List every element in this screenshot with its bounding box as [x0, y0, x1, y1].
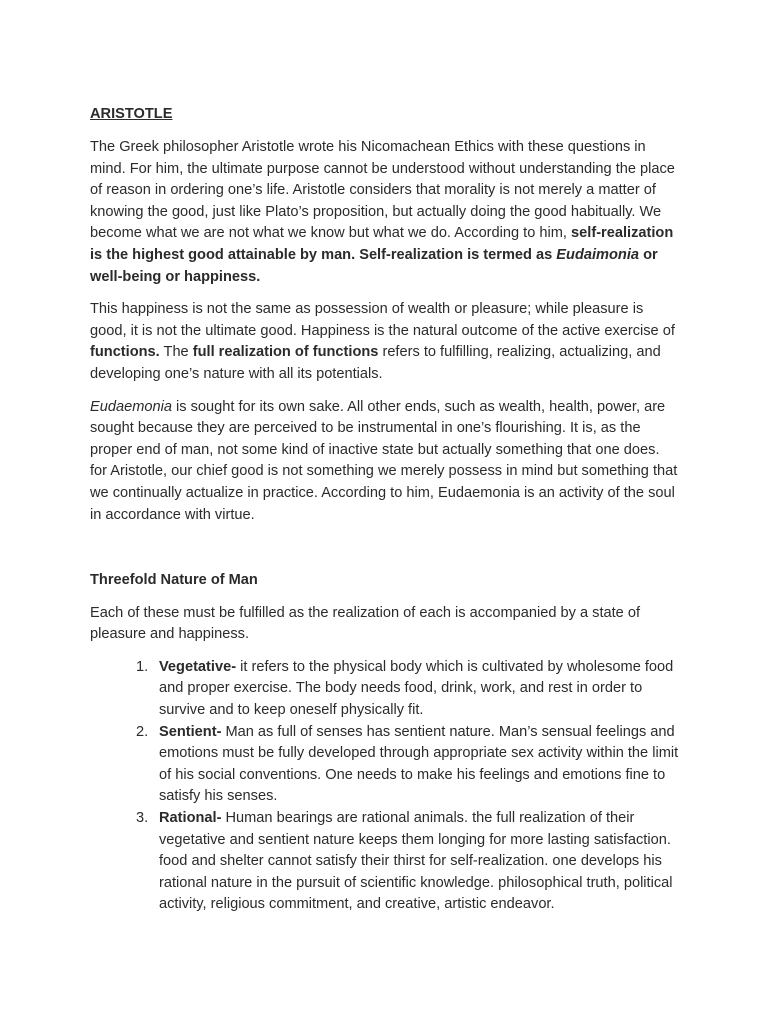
paragraph-2	[90, 299, 680, 385]
paragraph-2-text-a: This happiness is not the same as possession of wealth or pleasure; while pleasure is good, it is not the ultimate good. Happiness is the natural outcome of the active exercise of	[90, 301, 675, 339]
paragraph-2-bold-a: functions.	[90, 344, 160, 361]
list-item	[90, 657, 680, 722]
list-item-number: 3.	[136, 810, 149, 827]
list-item	[90, 808, 680, 916]
list-item-text: it refers to the physical body which is cultivated by wholesome food and proper exercise. The body needs food, drink, work, and rest in order to survive and to keep oneself physically fit.	[159, 658, 674, 719]
list-item	[90, 722, 680, 808]
nature-list	[90, 657, 680, 916]
paragraph-1-bold-italic-wrap	[556, 247, 639, 263]
list-item-term: Sentient-	[159, 723, 222, 740]
list-item-term: Vegetative-	[159, 658, 237, 675]
paragraph-2-text-c: refers to fulfilling, realizing, actualizing, and developing one’s nature with all its potentials.	[90, 344, 661, 382]
paragraph-2-bold-b: full realization of functions	[192, 344, 379, 361]
list-item-term: Rational-	[159, 810, 222, 827]
paragraph-3-italic: Eudaemonia	[90, 398, 172, 415]
list-item-text: Man as full of senses has sentient nature. Man’s sensual feelings and emotions must be fully developed through appropriate sex activity within the limit of his social conventions. One needs to make his feelings and emotions fine to satisfy his senses.	[159, 723, 679, 805]
section-intro: Each of these must be fulfilled as the realization of each is accompanied by a state of pleasure and happiness.	[90, 604, 641, 643]
list-item-text: Human bearings are rational animals. the full realization of their vegetative and sentient nature keeps them longing for more lasting satisfaction. food and shelter cannot satisfy their thirst for self-realization. one develops his rational nature in the pursuit of scientific knowledge. philosophical truth, political activity, religious commitment, and creative, artistic endeavor.	[159, 810, 673, 913]
list-item-number: 1.	[136, 658, 149, 675]
document-page	[90, 102, 680, 916]
section-title: Threefold Nature of Man	[90, 572, 258, 589]
paragraph-1-bold-a: self-realization is the highest good attainable by man. Self-realization is termed as	[90, 225, 674, 263]
paragraph-2-text-b: The	[159, 344, 193, 361]
paragraph-3-text: is sought for its own sake. All other ends, such as wealth, health, power, are sought because they are perceived to be instrumental in one’s flourishing. It is, as the proper end of man, not some kind of inactive state but actually something that one does. for Aristotle, our chief good is not something we merely possess in mind but something that we continually actualize in practice. According to him, Eudaemonia is an activity of the soul in accordance with virtue.	[90, 398, 678, 523]
paragraph-1	[90, 137, 680, 288]
paragraph-3	[90, 397, 680, 527]
paragraph-1-text: The Greek philosopher Aristotle wrote his Nicomachean Ethics with these questions in mind. For him, the ultimate purpose cannot be understood without understanding the place of reason in ordering one’s life. Aristotle considers that morality is not merely a matter of knowing the good, just like Plato’s proposition, but actually doing the good habitually. We become what we are not what we know but what we do. According to him,	[90, 139, 675, 242]
document-heading: ARISTOTLE	[90, 106, 173, 122]
list-item-number: 2.	[136, 723, 149, 740]
paragraph-1-bold-italic: Eudaimonia	[556, 246, 640, 263]
paragraph-1-bold-b: or well-being or happiness.	[90, 246, 658, 285]
